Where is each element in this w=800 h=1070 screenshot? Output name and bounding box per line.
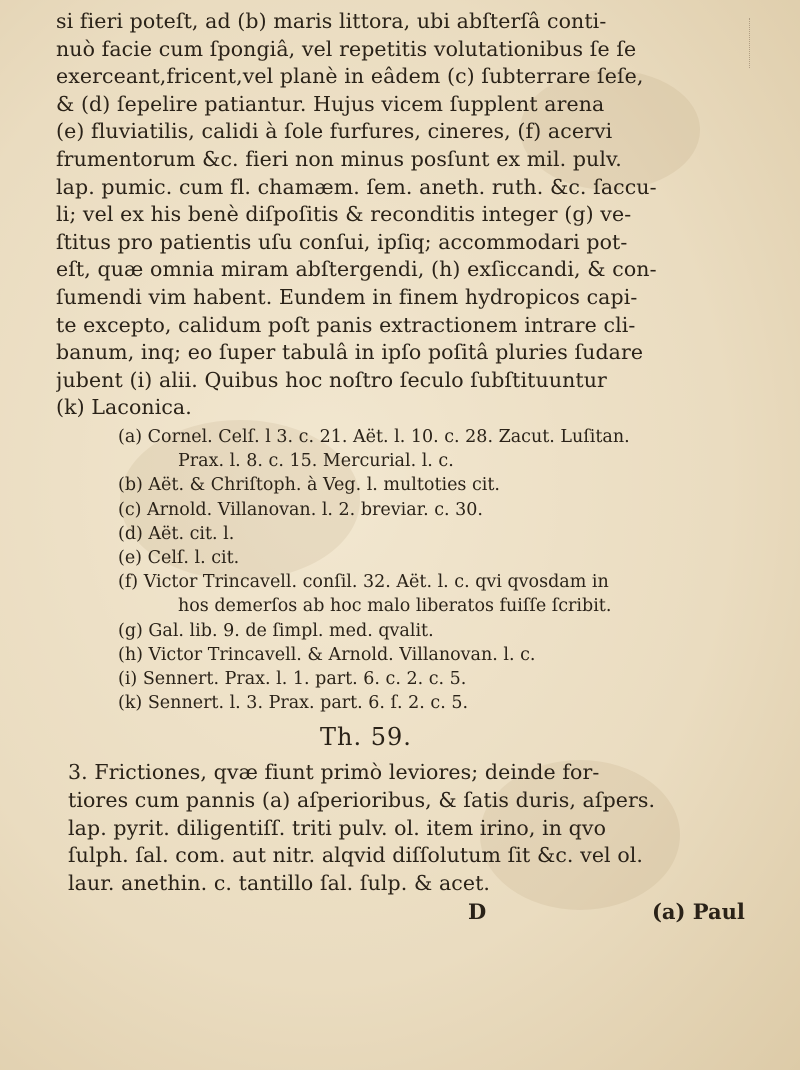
- footnote: (f) Victor Trincavell. conſil. 32. Aët. l. c. qvi qvosdam in: [118, 572, 609, 593]
- main-paragraph: [56, 8, 746, 422]
- footnote: (e) Celſ. l. cit.: [118, 547, 240, 568]
- footnote: (a) Cornel. Celſ. l 3. c. 21. Aët. l. 10. c. 28. Zacut. Luſitan.: [118, 426, 630, 447]
- footnote: (i) Sennert. Prax. l. 1. part. 6. c. 2. c. 5.: [118, 668, 467, 689]
- signature-mark: D: [468, 899, 487, 925]
- text-line: banum, inq; eo ſuper tabulâ in ipſo poſitâ pluries ſudare: [56, 340, 644, 365]
- text-line: frumentorum &c. fieri non minus posſunt ex mil. pulv.: [56, 146, 622, 171]
- text-line: li; vel ex his benè diſpoſitis & reconditis integer (g) ve-: [56, 202, 632, 227]
- text-line: ſulph. ſal. com. aut nitr. alqvid diſſolutum ſit &c. vel ol.: [68, 843, 644, 868]
- footnote: (c) Arnold. Villanovan. l. 2. breviar. c. 30.: [118, 499, 483, 520]
- text-line: te excepto, calidum poſt panis extractionem intrare cli-: [56, 312, 636, 337]
- footnote: (b) Aët. & Chriſtoph. à Veg. l. multoties cit.: [118, 475, 500, 496]
- text-line: lap. pumic. cum fl. chamæm. ſem. aneth. ruth. &c. ſaccu-: [56, 174, 657, 199]
- text-line: nuò facie cum ſpongiâ, vel repetitis volutationibus ſe ſe: [56, 36, 637, 61]
- text-line: 3. Frictiones, qvæ fiunt primò leviores; deinde for-: [68, 760, 600, 785]
- section-heading: Th. 59.: [320, 723, 412, 752]
- footnotes: [56, 425, 746, 715]
- text-line: eſt, quæ omnia miram abſtergendi, (h) exſiccandi, & con-: [56, 257, 657, 282]
- text-line: si fieri poteſt, ad (b) maris littora, ubi abſterſâ conti-: [56, 9, 607, 33]
- text-line: (k) Laconica.: [56, 395, 192, 420]
- page-text: [56, 8, 746, 931]
- footnote: (d) Aët. cit. l.: [118, 523, 235, 544]
- footnote: (h) Victor Trincavell. & Arnold. Villanovan. l. c.: [118, 644, 536, 665]
- page-footer: [56, 897, 746, 931]
- text-line: (e) fluviatilis, calidi à ſole furfures, cineres, (f) acervi: [56, 119, 613, 144]
- text-line: laur. anethin. c. tantillo ſal. ſulp. & acet.: [68, 870, 491, 895]
- text-line: & (d) ſepelire patiantur. Hujus vicem ſupplent arena: [56, 91, 605, 116]
- text-line: lap. pyrit. diligentiſſ. triti pulv. ol. item irino, in qvo: [68, 815, 607, 840]
- text-line: jubent (i) alii. Quibus hoc noſtro ſeculo ſubſtituuntur: [56, 367, 607, 392]
- footnote: Prax. l. 8. c. 15. Mercurial. l. c.: [178, 451, 454, 472]
- catchword: (a) Paul: [652, 899, 745, 925]
- margin-mark: [749, 18, 786, 68]
- footnote: hos demerſos ab hoc malo liberatos fuiſſe ſcribit.: [178, 596, 612, 617]
- footnote: (g) Gal. lib. 9. de ſimpl. med. qvalit.: [118, 620, 434, 641]
- footnote: (k) Sennert. l. 3. Prax. part. 6. ſ. 2. c. 5.: [118, 693, 469, 714]
- section-paragraph: [56, 759, 746, 897]
- text-line: ſumendi vim habent. Eundem in finem hydropicos capi-: [56, 284, 638, 309]
- text-line: ſtitus pro patientis uſu conſui, ipſiq; accommodari pot-: [56, 229, 628, 254]
- text-line: exerceant,fricent,vel planè in eâdem (c) ſubterrare ſeſe,: [56, 64, 644, 89]
- text-line: tiores cum pannis (a) aſperioribus, & ſatis duris, aſpers.: [68, 787, 656, 812]
